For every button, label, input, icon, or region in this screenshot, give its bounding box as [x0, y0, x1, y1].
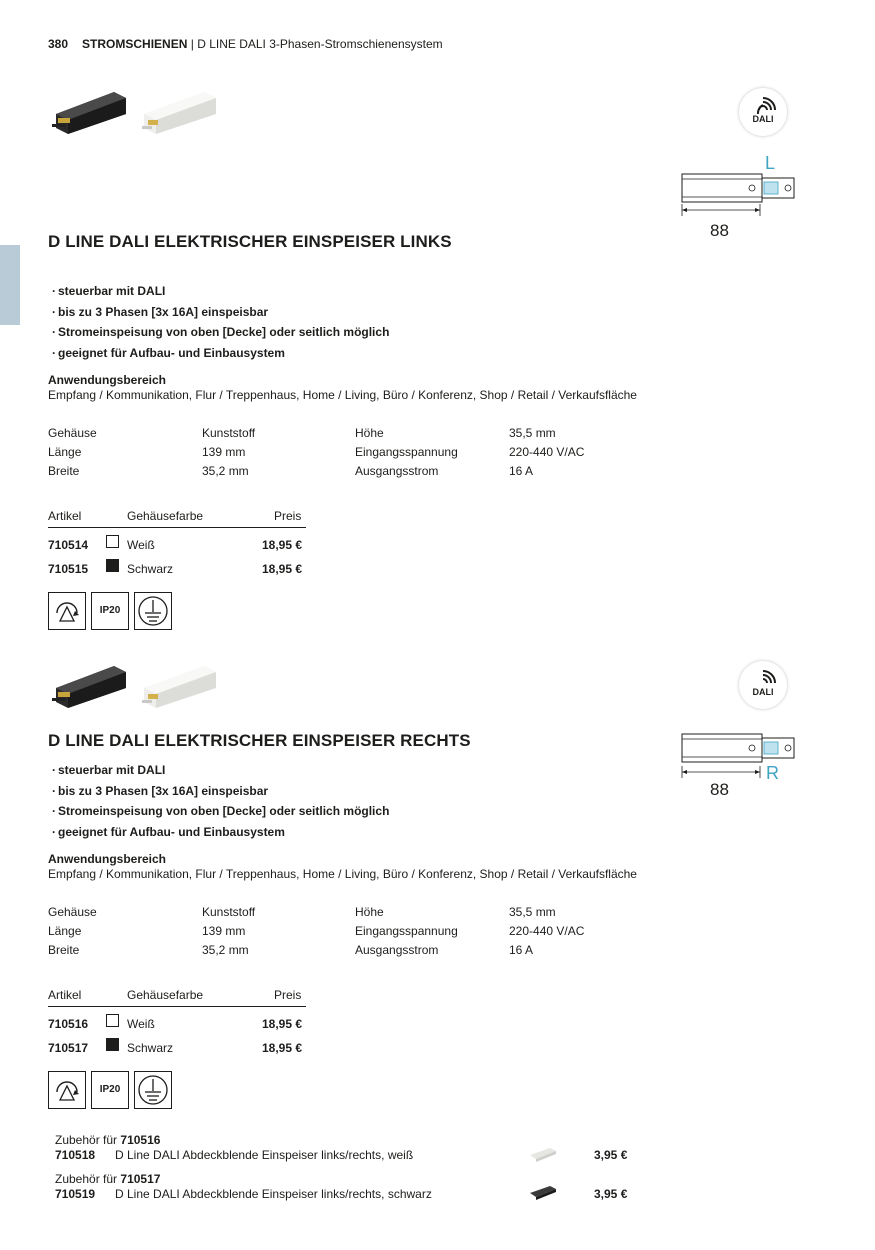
accessory-parent-article: 710517 [120, 1172, 161, 1186]
protection-class-icon [134, 1071, 172, 1109]
accessory-article: 710519 [55, 1187, 96, 1201]
spec-label: Gehäuse [48, 426, 97, 440]
accessory-article: 710518 [55, 1148, 96, 1162]
technical-drawing [680, 170, 805, 222]
spec-label: Ausgangsstrom [355, 943, 439, 957]
accessory-for-line [55, 1172, 160, 1186]
accessory-description: D Line DALI Abdeckblende Einspeiser links/rechts, weiß [115, 1148, 414, 1162]
feature-item: · Stromeinspeisung von oben [Decke] oder seitlich möglich [52, 322, 389, 343]
drawing-dimension: 88 [710, 780, 729, 799]
accessory-parent-article: 710516 [120, 1133, 161, 1147]
spec-value: 220-440 V/AC [509, 445, 585, 459]
spec-label: Breite [48, 943, 80, 957]
spec-label: Breite [48, 464, 80, 478]
product-photo-white [138, 662, 220, 710]
product-photo-black [50, 662, 130, 710]
variant-color: Schwarz [127, 1041, 174, 1055]
feature-item: · steuerbar mit DALI [52, 281, 389, 302]
accessory-price: 3,95 € [594, 1187, 628, 1201]
application-text: Empfang / Kommunikation, Flur / Treppenhaus, Home / Living, Büro / Konferenz, Shop / Retail / Verkaufsfläche [48, 867, 637, 881]
feature-item: · Stromeinspeisung von oben [Decke] oder seitlich möglich [52, 801, 389, 822]
variant-price: 18,95 € [262, 1017, 303, 1031]
spec-value: 16 A [509, 464, 534, 478]
variant-price: 18,95 € [262, 538, 303, 552]
article-number: 710515 [48, 562, 89, 576]
color-swatch-black [106, 1038, 119, 1051]
spec-label: Höhe [355, 905, 384, 919]
feature-item: · bis zu 3 Phasen [3x 16A] einspeisbar [52, 781, 389, 802]
drawing-side-letter: R [766, 763, 779, 783]
col-article-header: Artikel [48, 988, 82, 1002]
product-section-left [0, 0, 875, 616]
technical-drawing [680, 730, 805, 782]
article-number: 710517 [48, 1041, 89, 1055]
accessory-photo-black [528, 1184, 558, 1200]
page-number: 380 [48, 37, 69, 51]
col-price-header: Preis [274, 509, 302, 523]
col-article-header: Artikel [48, 509, 82, 523]
application-text: Empfang / Kommunikation, Flur / Treppenhaus, Home / Living, Büro / Konferenz, Shop / Retail / Verkaufsfläche [48, 388, 637, 402]
product-photo-white [138, 88, 220, 136]
accessory-description: D Line DALI Abdeckblende Einspeiser links/rechts, schwarz [115, 1187, 432, 1201]
article-number: 710516 [48, 1017, 89, 1031]
accessory-for-line [55, 1133, 160, 1147]
dali-signal-icon [757, 94, 777, 114]
feature-item: · geeignet für Aufbau- und Einbausystem [52, 822, 389, 843]
spec-label: Länge [48, 924, 82, 938]
header-subtitle: D LINE DALI 3-Phasen-Stromschienensystem [197, 37, 443, 51]
color-swatch-white [106, 1014, 119, 1027]
spec-value: 35,2 mm [202, 943, 249, 957]
spec-label: Höhe [355, 426, 384, 440]
variant-price: 18,95 € [262, 1041, 303, 1055]
article-number: 710514 [48, 538, 89, 552]
spec-value: 139 mm [202, 445, 246, 459]
accessory-photo-white [528, 1146, 558, 1162]
product-section-right [0, 479, 875, 1095]
col-price-header: Preis [274, 988, 302, 1002]
spec-label: Ausgangsstrom [355, 464, 439, 478]
spec-value: 139 mm [202, 924, 246, 938]
product-title: D LINE DALI ELEKTRISCHER EINSPEISER LINKS [48, 232, 452, 251]
accessory-price: 3,95 € [594, 1148, 628, 1162]
drawing-dimension: 88 [710, 221, 729, 240]
dali-badge [739, 88, 787, 136]
spec-value: 16 A [509, 943, 534, 957]
spec-label: Eingangsspannung [355, 445, 458, 459]
spec-label: Gehäuse [48, 905, 97, 919]
feature-item: · steuerbar mit DALI [52, 760, 389, 781]
dali-badge-label: DALI [752, 114, 774, 124]
dali-signal-icon [757, 667, 777, 687]
variant-color: Weiß [127, 538, 155, 552]
spec-value: 35,5 mm [509, 905, 556, 919]
ip20-icon [91, 1071, 129, 1109]
rotatable-icon [48, 1071, 86, 1109]
ip-rating-label: IP20 [99, 605, 121, 616]
header-separator: | [190, 37, 194, 51]
feature-item: · geeignet für Aufbau- und Einbausystem [52, 343, 389, 364]
product-photo-black [50, 88, 130, 136]
table-divider [48, 1006, 306, 1007]
ip-rating-label: IP20 [99, 1084, 121, 1095]
accessory-prefix: Zubehör für [55, 1133, 118, 1147]
col-color-header: Gehäusefarbe [127, 509, 204, 523]
drawing-side-letter: L [765, 153, 776, 173]
application-heading: Anwendungsbereich [48, 373, 167, 387]
product-title: D LINE DALI ELEKTRISCHER EINSPEISER RECHTS [48, 731, 471, 750]
feature-list [52, 760, 389, 842]
dali-badge-label: DALI [752, 687, 774, 697]
col-color-header: Gehäusefarbe [127, 988, 204, 1002]
variant-price: 18,95 € [262, 562, 303, 576]
spec-value: 35,2 mm [202, 464, 249, 478]
variant-color: Weiß [127, 1017, 155, 1031]
spec-value: Kunststoff [202, 905, 256, 919]
spec-value: 220-440 V/AC [509, 924, 585, 938]
feature-list [52, 281, 389, 363]
accessory-prefix: Zubehör für [55, 1172, 118, 1186]
feature-item: · bis zu 3 Phasen [3x 16A] einspeisbar [52, 302, 389, 323]
spec-value: Kunststoff [202, 426, 256, 440]
header-category: STROMSCHIENEN [82, 37, 188, 51]
dali-badge [739, 661, 787, 709]
spec-label: Länge [48, 445, 82, 459]
application-heading: Anwendungsbereich [48, 852, 167, 866]
spec-value: 35,5 mm [509, 426, 556, 440]
variant-color: Schwarz [127, 562, 174, 576]
spec-label: Eingangsspannung [355, 924, 458, 938]
